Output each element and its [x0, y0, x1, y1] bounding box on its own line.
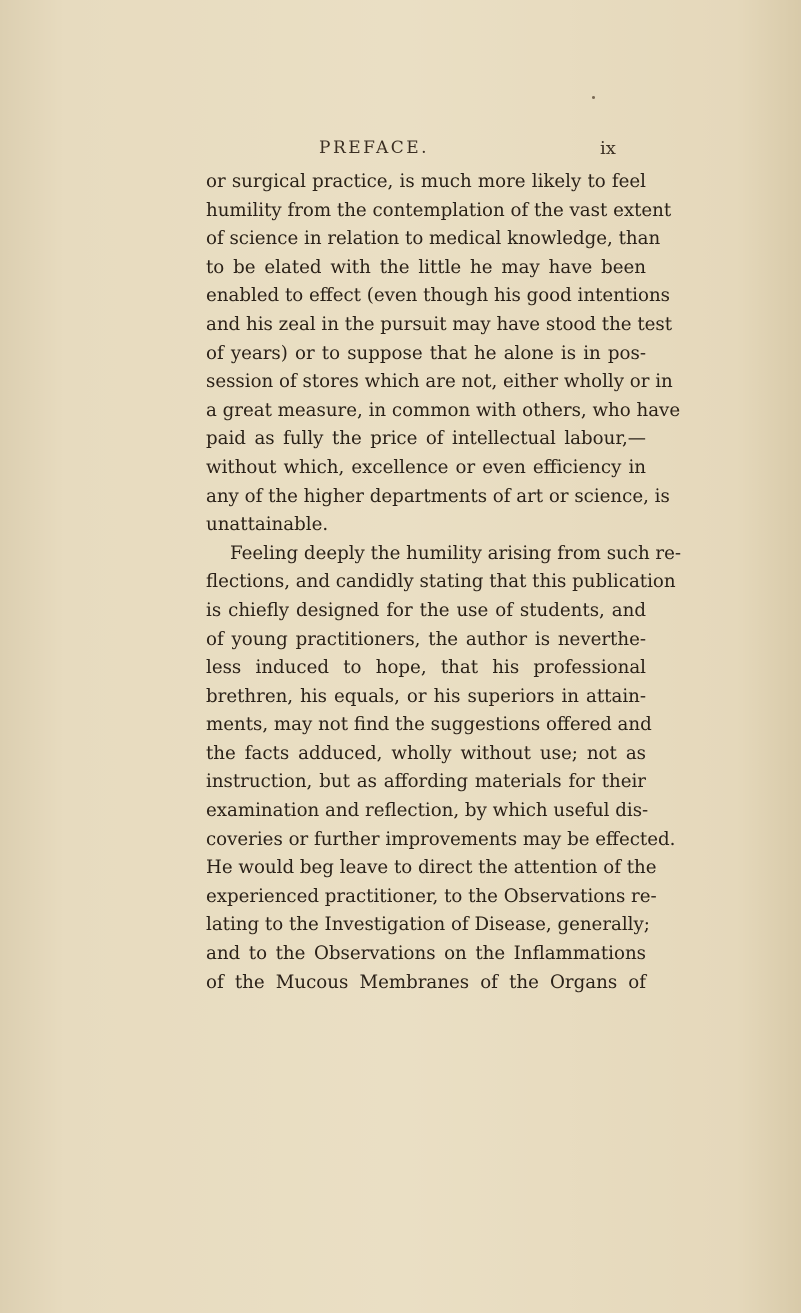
- page-number: ix: [600, 138, 616, 159]
- text-line: ments, may not find the suggestions offered and: [206, 714, 652, 736]
- text-line: less induced to hope, that his professional: [206, 657, 646, 679]
- text-line: unattainable.: [206, 514, 329, 536]
- text-line: of years) or to suppose that he alone is in pos-: [206, 342, 646, 364]
- text-line: is chiefly designed for the use of students, and: [206, 599, 646, 621]
- text-line: humility from the contemplation of the vast extent: [206, 199, 672, 221]
- text-line: of the Mucous Membranes of the Organs of: [206, 971, 646, 993]
- text-line: He would beg leave to direct the attention of the: [206, 857, 657, 879]
- text-line: a great measure, in common with others, who have: [206, 399, 681, 421]
- text-line: of science in relation to medical knowledge, than: [206, 228, 661, 250]
- text-line: flections, and candidly stating that this publication: [206, 571, 676, 593]
- ink-speck: [592, 96, 595, 99]
- text-line: brethren, his equals, or his superiors in attain-: [206, 685, 646, 707]
- running-head: PREFACE.: [319, 138, 430, 158]
- text-line: any of the higher departments of art or science, is: [206, 485, 670, 507]
- text-line: or surgical practice, is much more likely to feel: [206, 171, 646, 192]
- text-line: instruction, but as affording materials for their: [206, 771, 646, 793]
- text-line: of young practitioners, the author is neverthe-: [206, 628, 646, 650]
- text-line: without which, excellence or even efficiency in: [206, 456, 646, 478]
- text-line: examination and reflection, by which useful dis-: [206, 800, 649, 822]
- text-line: session of stores which are not, either wholly or in: [206, 371, 673, 393]
- text-line: Feeling deeply the humility arising from such re-: [230, 542, 682, 564]
- text-line: to be elated with the little he may have been: [206, 256, 646, 278]
- text-line: enabled to effect (even though his good intentions: [206, 285, 670, 307]
- text-line: paid as fully the price of intellectual labour,—: [206, 428, 646, 450]
- text-line: the facts adduced, wholly without use; not as: [206, 742, 646, 764]
- body-text: [206, 168, 682, 997]
- text-line: lating to the Investigation of Disease, generally;: [206, 914, 650, 936]
- text-line: coveries or further improvements may be effected.: [206, 828, 676, 850]
- page-header: [0, 138, 801, 162]
- text-line: and his zeal in the pursuit may have stood the test: [206, 313, 673, 335]
- text-line: experienced practitioner, to the Observations re-: [206, 885, 657, 907]
- text-line: and to the Observations on the Inflammations: [206, 943, 646, 965]
